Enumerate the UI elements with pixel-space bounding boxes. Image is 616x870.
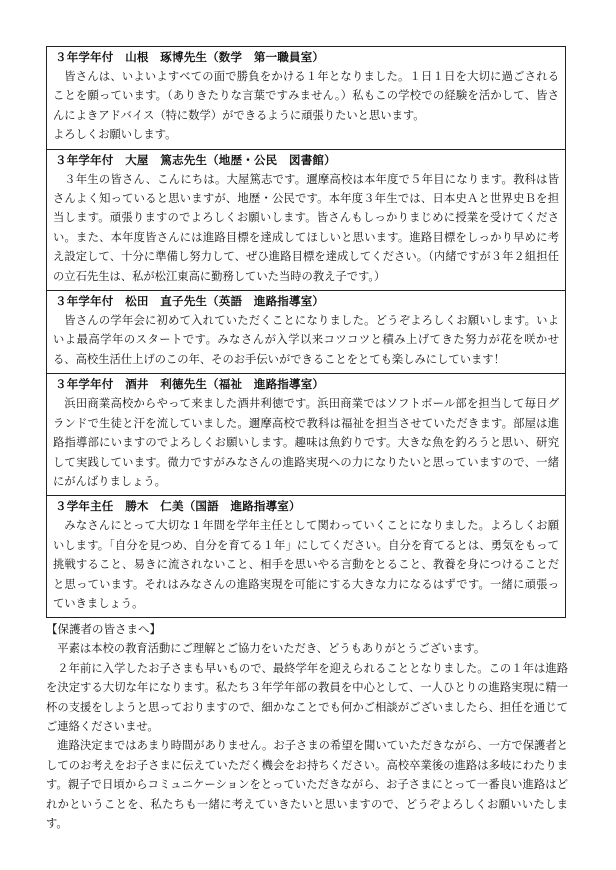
teacher-message: 皆さんの学年会に初めて入れていただくことになりました。どうぞよろしくお願いします。いよいよ最高学年のスタートです。みなさんが入学以来コツコツと積み上げてきた努力が花を咲かせる、高校生活仕上げのこの年、そのお手伝いができることをとても楽しみにしています！	[53, 314, 559, 366]
teacher-heading: ３学年主任 勝木 仁美（国語 進路指導室）	[55, 499, 301, 514]
guardians-paragraph: ２年前に入学したお子さまも早いもので、最終学年を迎えられることとなりました。この１年は進路を決定する大切な年になります。私たち３年学年部の教員を中心として、一人ひとりの進路実現に精一杯の支援をしようと思っておりますので、細かなことでも何かご相談がございましたら、担任を通じてご連絡くださいませ。	[46, 661, 568, 733]
teacher-heading: ３年学年付 山根 琢博先生（数学 第一職員室）	[55, 50, 325, 64]
teacher-message: ３年生の皆さん、こんにちは。大屋篤志です。邇摩高校は本年度で５年目になります。教科は皆さんよく知っていると思いますが、地歴・公民です。本年度３年生では、日本史Ａと世界史Ｂを担当します。頑張りますのでよろしくお願いします。皆さんもしっかりまじめに授業を受けてください。また、本年度皆さんには進路目標を達成してほしいと思います。進路目標をしっかり早めに考え設定して、十分に準備し努力して、ぜひ進路目標を達成してください。（内緒ですが３年２組担任の立石先生は、私が松江東高に勤務していた当時の教え子です。）	[53, 172, 559, 283]
teacher-section-matsuda	[47, 291, 565, 374]
teacher-heading: ３年学年付 松田 直子先生（英語 進路指導室）	[55, 294, 325, 309]
guardians-title: 【保護者の皆さまへ】	[46, 622, 161, 637]
teacher-greetings-box	[46, 46, 566, 618]
teacher-closing: よろしくお願いします。	[53, 128, 177, 142]
teacher-message: 浜田商業高校からやって来ました酒井利徳です。浜田商業ではソフトボール部を担当して毎日グランドで生徒と汗を流していました。邇摩高校で教科は福祉を担当させていただきます。部屋は進路指導部にいますのでよろしくお願いします。趣味は魚釣りです。大きな魚を釣ろうと思い、研究して実践しています。微力ですがみなさんの進路実現への力になりたいと思っていますので、一緒にがんばりましょう。	[53, 397, 559, 488]
guardians-section	[46, 618, 568, 833]
teacher-heading: ３年学年付 酒井 利德先生（福祉 進路指導室）	[55, 377, 325, 392]
teacher-message: 皆さんは、いよいよすべての面で勝負をかける１年となりました。１日１日を大切に過ごされることを願っています。（ありきたりな言葉ですみません。）私もこの学校での経験を活かして、皆さんによきアドバイス（特に数学）ができるように頑張りたいと思います。	[53, 70, 559, 122]
guardians-paragraph: 進路決定まではあまり時間がありません。お子さまの希望を聞いていただきながら、一方で保護者としてのお考えをお子さまに伝えていただく機会をお持ちください。高校卒業後の進路は多岐にわたります。親子で日頃からコミュニケーションをとっていただきながら、お子さまにとって一番良い進路はどれかということを、私たちも一緒に考えていきたいと思いますので、どうぞよろしくお願いいたします。	[46, 739, 568, 830]
teacher-section-sakai	[47, 374, 565, 496]
teacher-section-yamane	[47, 47, 565, 150]
teacher-section-oya	[47, 150, 565, 291]
teacher-heading: ３年学年付 大屋 篤志先生（地歴・公民 図書館）	[55, 152, 336, 167]
teacher-section-katsuki	[47, 496, 565, 617]
guardians-paragraph: 平素は本校の教育活動にご理解とご協力をいただき、どうもありがとうございます。	[57, 642, 486, 656]
newsletter-page	[46, 46, 568, 833]
teacher-message: みなさんにとって大切な１年間を学年主任として関わっていくことになりました。よろしくお願いします。「自分を見つめ、自分を育てる１年」にしてください。自分を育てるとは、勇気をもって挑戦すること、易きに流されないこと、相手を思いやる言動をとること、教養を身につけることだと思っています。それはみなさんの進路実現を可能にする大きな力になるはずです。一緒に頑張っていきましょう。	[53, 519, 559, 610]
